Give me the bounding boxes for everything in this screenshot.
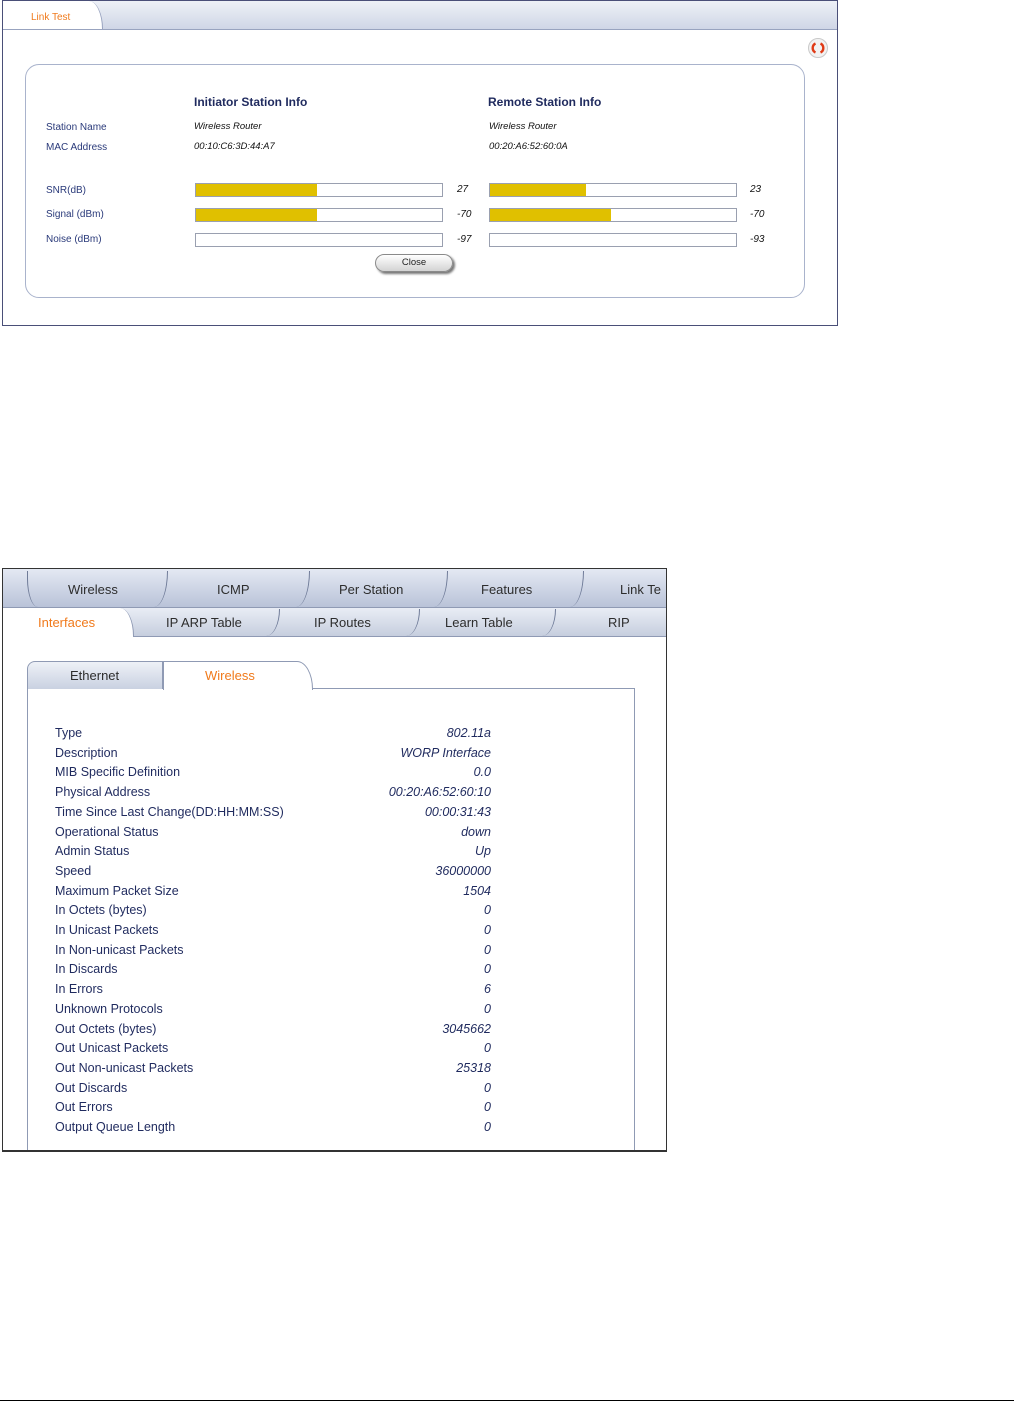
tab-ip-routes[interactable]: IP Routes [314, 615, 371, 630]
remote-header: Remote Station Info [488, 95, 602, 109]
tab-ip-arp-table[interactable]: IP ARP Table [166, 615, 242, 630]
detail-row-label: In Unicast Packets [55, 923, 159, 937]
detail-row-value: 0 [484, 903, 491, 918]
detail-row-value: 0 [484, 923, 491, 937]
detail-row-value: 6 [484, 982, 491, 997]
initiator-signal-value: -70 [457, 209, 472, 220]
detail-row-value: 0 [484, 962, 491, 977]
detail-row-value: 00:00:31:43 [424, 804, 491, 819]
signal-label: Signal (dBm) [46, 209, 104, 220]
detail-row-label: Time Since Last Change(DD:HH:MM:SS) [55, 804, 284, 819]
detail-row-value: 0 [484, 1001, 491, 1016]
snr-label: SNR(dB) [46, 185, 87, 196]
detail-row-label: Type [55, 726, 83, 740]
detail-row-label: In Octets (bytes) [55, 903, 147, 918]
detail-row-value: 0 [484, 1041, 491, 1056]
tab-features[interactable]: Features [481, 582, 533, 597]
detail-row-value: 25318 [456, 1060, 491, 1075]
detail-row-label: Description [55, 745, 118, 760]
detail-row-label: Maximum Packet Size [55, 883, 179, 898]
detail-row-label: Unknown Protocols [55, 1001, 163, 1016]
refresh-icon[interactable] [808, 38, 828, 58]
interfaces-window [2, 568, 667, 1152]
tab-rip[interactable]: RIP [608, 615, 630, 630]
initiator-signal-bar [195, 208, 443, 222]
detail-row-value: 0 [484, 1100, 491, 1115]
remote-snr-value: 23 [750, 184, 762, 195]
detail-row-label: Admin Status [55, 844, 130, 859]
detail-row-value: Up [475, 844, 491, 859]
remote-signal-bar [489, 208, 737, 222]
remote-snr-bar [489, 183, 737, 197]
tab-interfaces[interactable]: Interfaces [38, 615, 96, 630]
initiator-noise-bar [195, 233, 443, 247]
detail-row-value: 0 [484, 1120, 491, 1134]
detail-row-value: 3045662 [442, 1021, 491, 1036]
tab-bar [3, 1, 837, 30]
close-button[interactable]: Close [375, 254, 453, 272]
subtab-ethernet-label: Ethernet [70, 668, 120, 683]
noise-label: Noise (dBm) [46, 234, 102, 245]
initiator-header: Initiator Station Info [194, 95, 308, 109]
detail-row-label: Out Unicast Packets [55, 1041, 169, 1056]
detail-row-value: 00:20:A6:52:60:10 [388, 785, 491, 800]
detail-row-value: 36000000 [435, 863, 491, 878]
detail-row-label: In Errors [55, 982, 103, 997]
tab-icmp[interactable]: ICMP [217, 582, 250, 597]
mac-address-label: MAC Address [46, 142, 108, 153]
page-divider [0, 1400, 1014, 1401]
remote-noise-value: -93 [750, 234, 765, 245]
detail-row-value: 0.0 [473, 765, 491, 780]
remote-noise-bar [489, 233, 737, 247]
detail-row-value: 802.11a [446, 726, 491, 740]
remote-signal-value: -70 [750, 209, 765, 220]
tab-learn-table[interactable]: Learn Table [445, 615, 513, 630]
tab-link-test[interactable]: Link Te [620, 582, 661, 597]
detail-row-value: 0 [484, 942, 491, 957]
tab-per-station[interactable]: Per Station [339, 582, 404, 597]
detail-row-label: Speed [55, 863, 92, 878]
remote-station-name: Wireless Router [489, 121, 557, 132]
tab-link-test[interactable]: Link Test [3, 1, 103, 29]
detail-row-value: 1504 [463, 883, 491, 898]
detail-row-label: Operational Status [55, 824, 159, 839]
detail-row-label: MIB Specific Definition [55, 765, 181, 780]
initiator-noise-value: -97 [457, 234, 472, 245]
initiator-snr-bar [195, 183, 443, 197]
subtab-wireless-label: Wireless [205, 668, 255, 683]
link-test-window [2, 0, 838, 326]
detail-row-label: Out Errors [55, 1100, 113, 1115]
detail-row-label: Output Queue Length [55, 1120, 176, 1134]
detail-row-value: WORP Interface [400, 745, 491, 760]
detail-row-label: Physical Address [55, 785, 151, 800]
detail-row-value: down [461, 824, 491, 839]
initiator-mac-address: 00:10:C6:3D:44:A7 [194, 141, 275, 152]
detail-row-label: Out Octets (bytes) [55, 1021, 157, 1036]
detail-row-label: Out Non-unicast Packets [55, 1060, 194, 1075]
remote-mac-address: 00:20:A6:52:60:0A [489, 141, 568, 152]
detail-row-label: In Non-unicast Packets [55, 942, 184, 957]
initiator-snr-value: 27 [457, 184, 469, 195]
initiator-station-name: Wireless Router [194, 121, 262, 132]
detail-row-label: Out Discards [55, 1080, 128, 1095]
detail-row-label: In Discards [55, 962, 118, 977]
detail-row-value: 0 [484, 1080, 491, 1095]
station-name-label: Station Name [46, 122, 107, 133]
tab-wireless[interactable]: Wireless [68, 582, 118, 597]
